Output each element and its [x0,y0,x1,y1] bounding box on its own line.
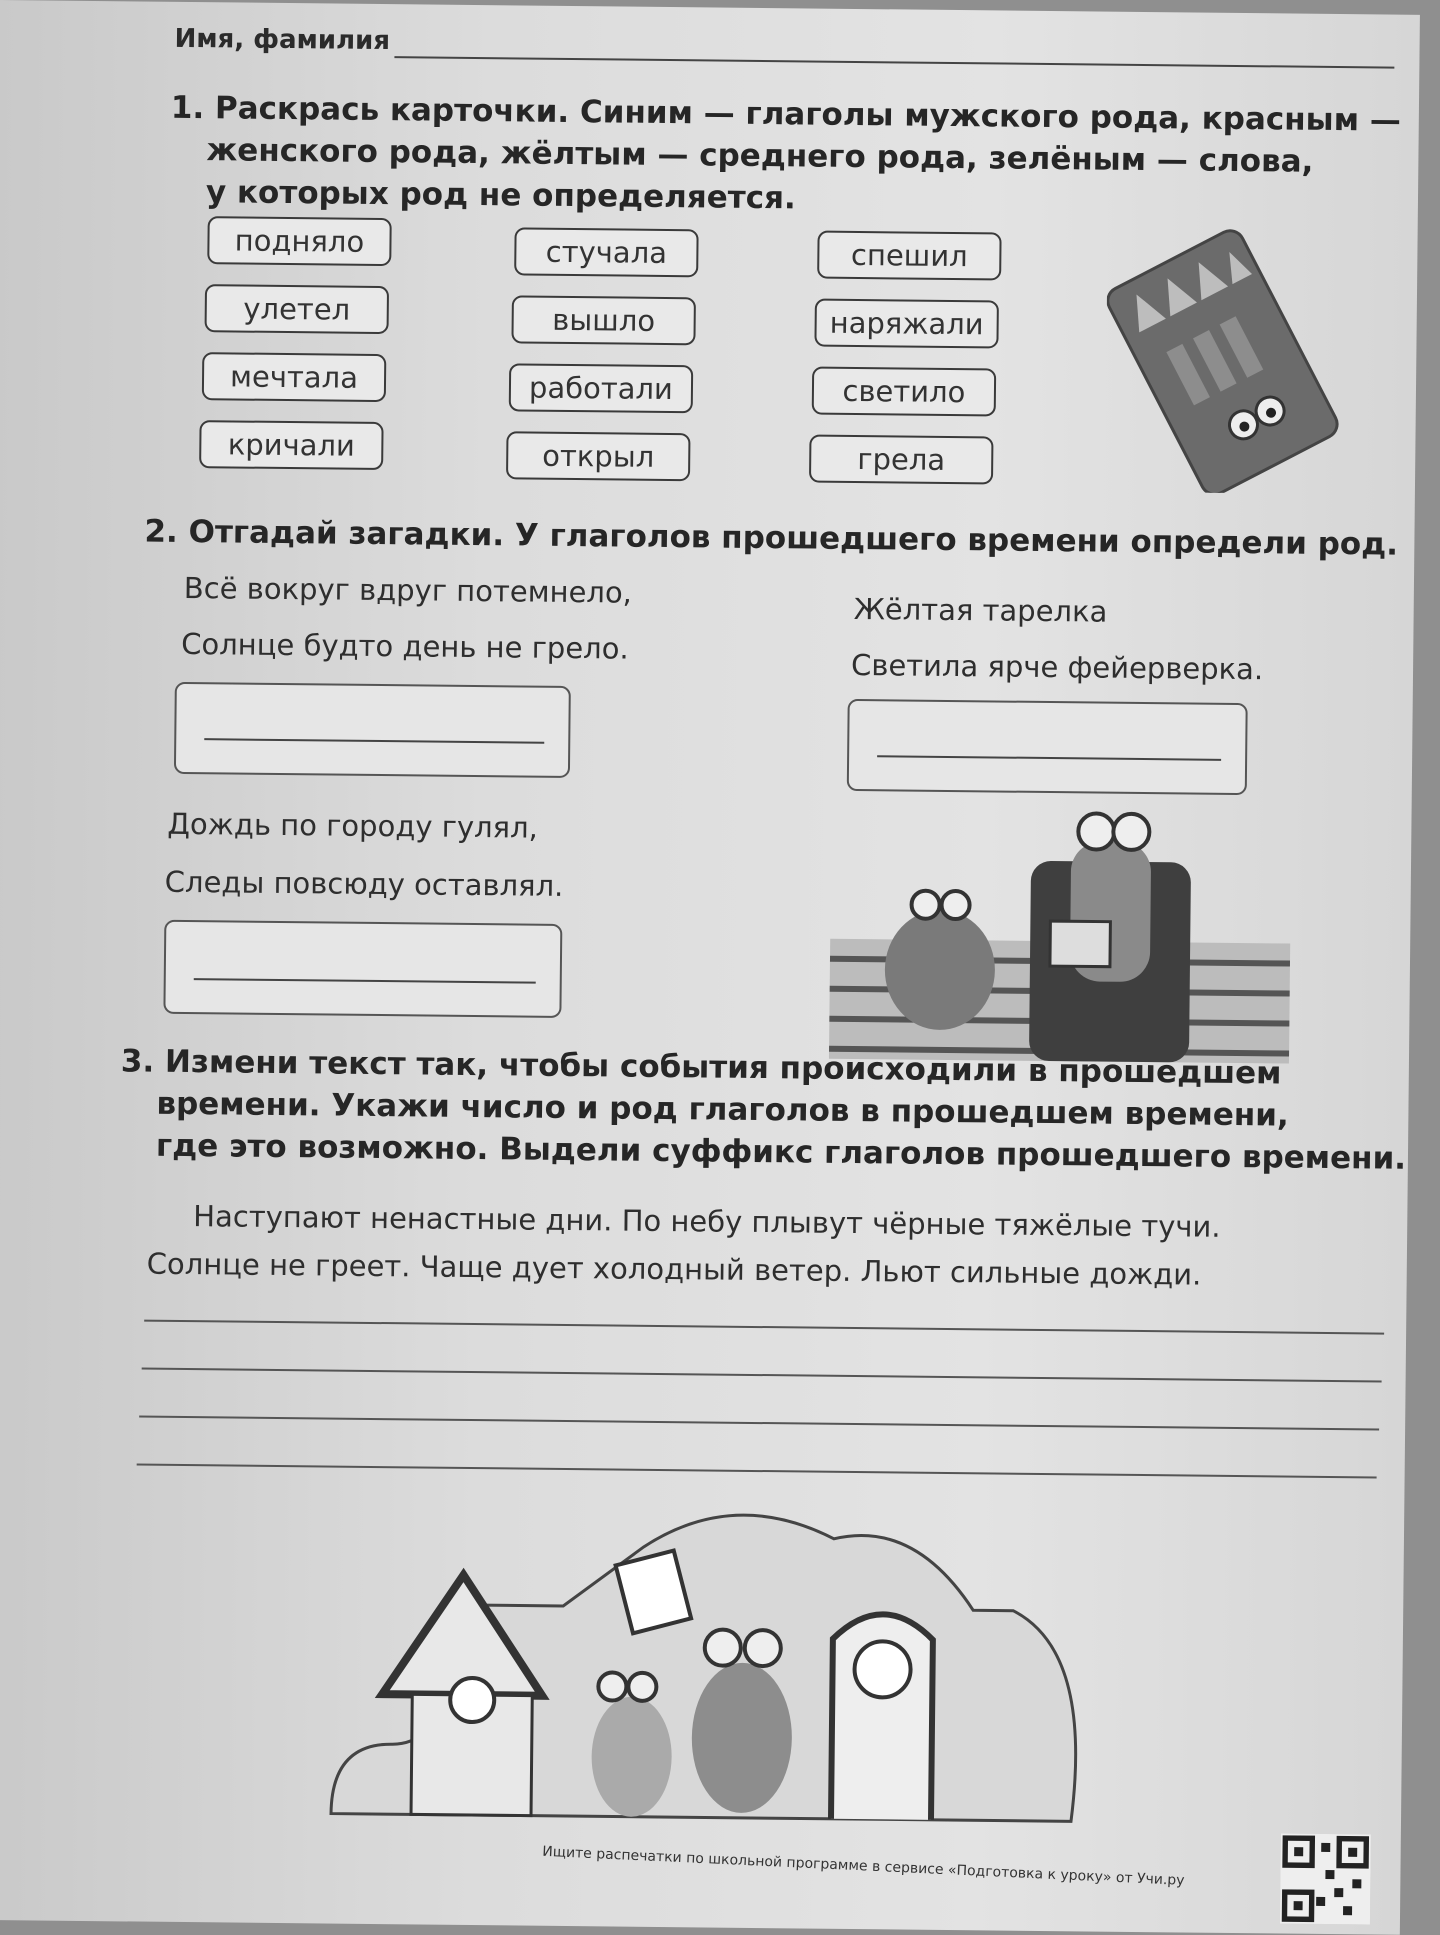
riddle1-line2: Солнце будто день не грело. [181,626,629,666]
name-line[interactable] [394,56,1394,68]
writing-line[interactable] [139,1416,1379,1431]
writing-line[interactable] [144,1320,1384,1335]
word-card[interactable]: подняло [207,216,391,266]
name-label: Имя, фамилия [174,23,391,57]
writing-line[interactable] [142,1368,1382,1383]
word-card[interactable]: вышло [511,295,695,345]
word-card[interactable]: наряжали [814,299,998,349]
writing-line[interactable] [137,1464,1377,1479]
crayon-box-illustration [1105,222,1358,495]
riddle2-answer-box[interactable] [847,699,1248,795]
word-card[interactable]: стучала [514,227,698,277]
riddle3-line1: Дождь по городу гулял, [167,806,539,845]
reading-crocodiles-illustration [819,799,1302,1074]
word-card[interactable]: улетел [205,284,389,334]
task3-text-line1: Наступают ненастные дни. По небу плывут чёрные тяжёлые тучи. [193,1199,1221,1244]
word-card[interactable]: мечтала [202,352,386,402]
qr-code-icon[interactable] [1280,1834,1371,1925]
footer-text: Ищите распечатки по школьной программе в сервисе «Подготовка к уроку» от Учи.ру [541,1843,1185,1889]
task3-text-line2: Солнце не греет. Чаще дует холодный ветер. Льют сильные дожди. [146,1246,1202,1292]
task3-title-line2: времени. Укажи число и род глаголов в прошедшем времени, [156,1085,1289,1134]
word-card[interactable]: спешил [817,231,1001,281]
task1-title-line2: женского рода, жёлтым — среднего рода, зелёным — слова, [206,132,1314,180]
task3-title-line1: 3. Измени текст так, чтобы события происходили в прошедшем [120,1043,1282,1092]
riddle1-line1: Всё вокруг вдруг потемнело, [183,570,633,610]
word-card[interactable]: работали [509,363,693,413]
word-card[interactable]: светило [812,367,996,417]
task1-title-line3: у которых род не определяется. [205,174,796,217]
riddle2-line1: Жёлтая тарелка [853,591,1108,629]
task3-title-line3: где это возможно. Выдели суффикс глаголов прошедшего времени. [155,1127,1407,1177]
task2-title: 2. Отгадай загадки. У глаголов прошедшего времени определи род. [144,513,1399,563]
task1-title-line1: 1. Раскрась карточки. Синим — глаголы мужского рода, красным — [170,89,1402,139]
word-card[interactable]: открыл [506,431,690,481]
riddle3-answer-box[interactable] [163,920,562,1018]
riddle1-answer-box[interactable] [174,682,571,778]
word-card[interactable]: грела [809,435,993,485]
word-card[interactable]: кричали [199,420,383,470]
house-illustration [311,1493,1134,1832]
riddle2-line2: Светила ярче фейерверка. [850,647,1264,687]
riddle3-line2: Следы повсюду оставлял. [164,864,564,903]
